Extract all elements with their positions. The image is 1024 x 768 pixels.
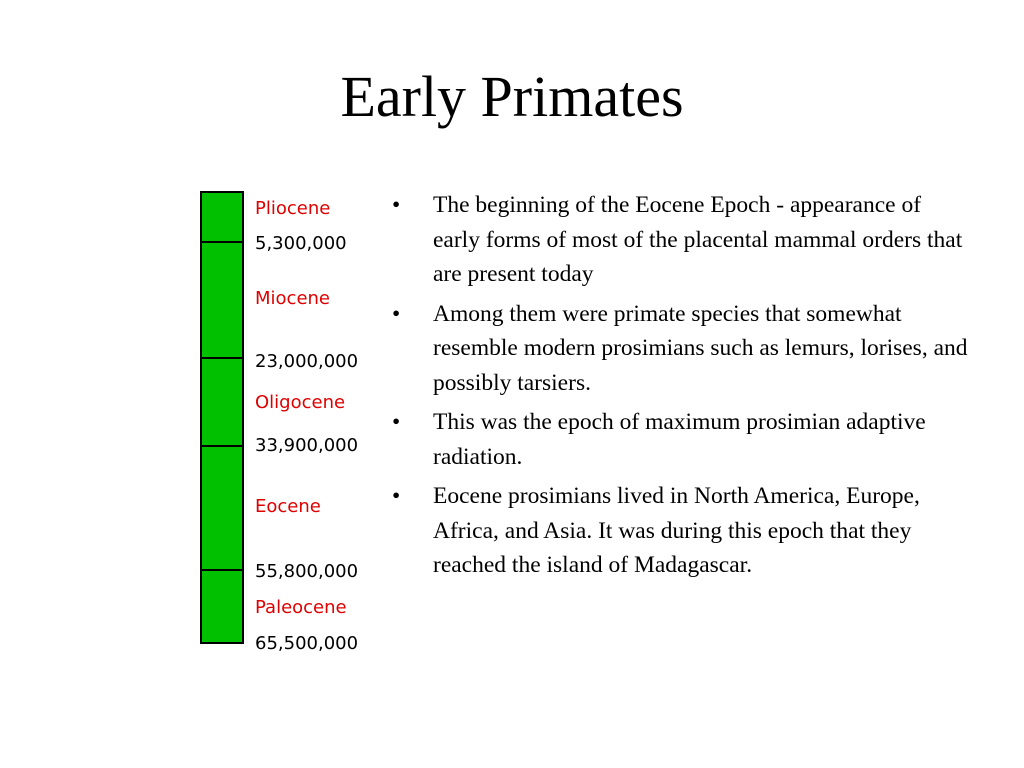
geologic-timeline — [0, 0, 380, 768]
list-item — [392, 188, 972, 292]
timeline-divider — [200, 569, 244, 571]
timeline-divider — [200, 241, 244, 243]
bullet-icon: • — [392, 192, 401, 218]
bullet-text: This was the epoch of maximum prosimian adaptive radiation. — [433, 409, 926, 470]
bullet-icon: • — [392, 483, 401, 509]
timeline-divider — [200, 357, 244, 359]
epoch-age: 55,800,000 — [255, 561, 359, 582]
list-item — [392, 479, 972, 583]
timeline-bar — [200, 191, 244, 644]
bullet-list — [392, 188, 972, 588]
epoch-label: Paleocene — [255, 597, 347, 618]
bullet-text: Eocene prosimians lived in North America, Europe, Africa, and Asia. It was during this epoch that they reached the island of Madagascar. — [433, 483, 920, 578]
epoch-label: Miocene — [255, 288, 330, 309]
epoch-label: Eocene — [255, 496, 321, 517]
slide-title: Early Primates — [340, 64, 684, 129]
epoch-age: 65,500,000 — [255, 633, 359, 654]
bullet-icon: • — [392, 409, 401, 435]
epoch-age: 33,900,000 — [255, 435, 359, 456]
timeline-divider — [200, 445, 244, 447]
bullet-text: The beginning of the Eocene Epoch - appearance of early forms of most of the placental mammal orders that are present today — [433, 192, 963, 287]
bullet-text: Among them were primate species that somewhat resemble modern prosimians such as lemurs, lorises, and possibly tarsiers. — [433, 300, 968, 396]
epoch-age: 23,000,000 — [255, 351, 359, 372]
epoch-label: Oligocene — [255, 392, 346, 413]
list-item — [392, 405, 972, 474]
epoch-age: 5,300,000 — [255, 233, 347, 254]
epoch-label: Pliocene — [255, 198, 331, 219]
bullet-icon: • — [392, 300, 401, 327]
list-item — [392, 297, 972, 401]
